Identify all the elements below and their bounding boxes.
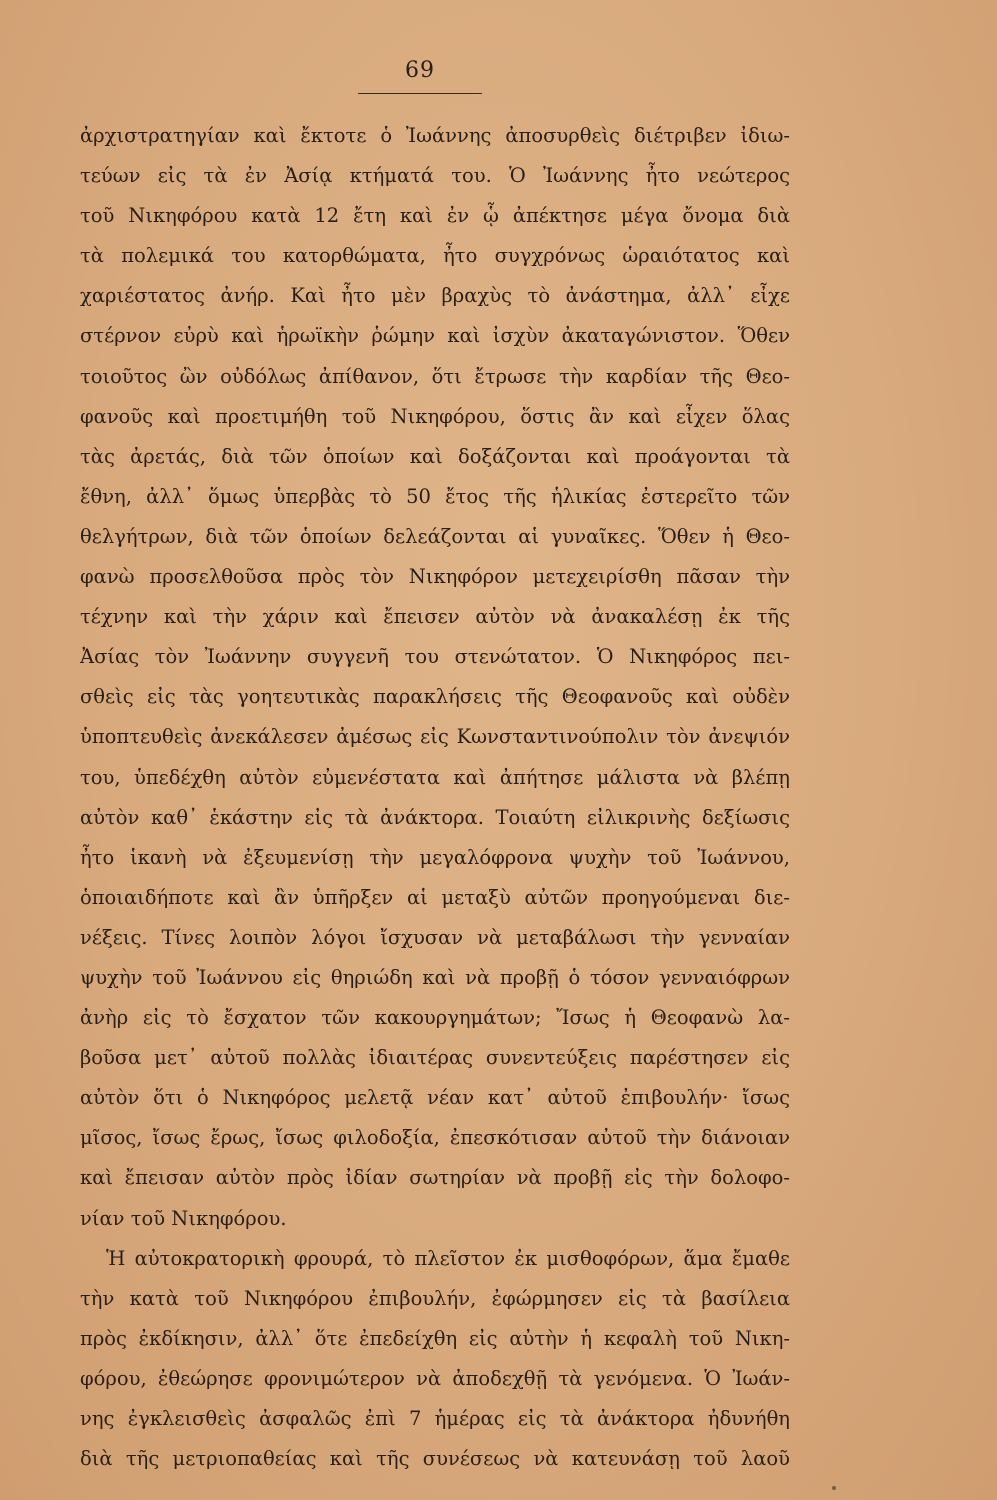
text-line: νίαν τοῦ Νικηφόρου. (80, 1206, 287, 1230)
text-line: ἔθνη, ἀλλ᾽ ὅμως ὑπερβὰς τὸ 50 ἔτος τῆς ἡλικίας ἐστερεῖτο τῶν (80, 484, 790, 508)
text-line: Ἡ αὐτοκρατορικὴ φρουρά, τὸ πλεῖστον ἐκ μισθοφόρων, ἅμα ἔμαθε (106, 1246, 790, 1270)
text-line: τὴν κατὰ τοῦ Νικηφόρου ἐπιβουλήν, ἐφώρμησεν εἰς τὰ βασίλεια (80, 1286, 790, 1310)
text-line: του, ὑπεδέχθη αὐτὸν εὐμενέστατα καὶ ἀπήτησε μάλιστα νὰ βλέπῃ (80, 765, 790, 789)
text-line: ὁποιαιδήποτε καὶ ἂν ὑπῆρξεν αἱ μεταξὺ αὐτῶν προηγούμεναι διε- (80, 885, 790, 909)
text-line: τεύων εἰς τὰ ἐν Ἀσίᾳ κτήματά του. Ὁ Ἰωάννης ἦτο νεώτερος (80, 164, 790, 188)
text-line: βοῦσα μετ᾽ αὐτοῦ πολλὰς ἰδιαιτέρας συνεντεύξεις παρέστησεν εἰς (80, 1046, 790, 1070)
page-number-rule (358, 93, 482, 94)
body-text (80, 116, 790, 1479)
text-line: τέχνην καὶ τὴν χάριν καὶ ἔπεισεν αὐτὸν νὰ ἀνακαλέσῃ ἐκ τῆς (80, 605, 790, 629)
text-line: ἦτο ἱκανὴ νὰ ἐξευμενίσῃ τὴν μεγαλόφρονα ψυχὴν τοῦ Ἰωάννου, (80, 845, 790, 869)
text-line: νέξεις. Τίνες λοιπὸν λόγοι ἴσχυσαν νὰ μεταβάλωσι τὴν γενναίαν (80, 925, 790, 949)
text-line: σθεὶς εἰς τὰς γοητευτικὰς παρακλήσεις τῆς Θεοφανοῦς καὶ οὐδὲν (80, 685, 790, 709)
text-line: στέρνον εὐρὺ καὶ ἡρωϊκὴν ῥώμην καὶ ἰσχὺν ἀκαταγώνιστον. Ὅθεν (80, 324, 790, 348)
text-line: φανοῦς καὶ προετιμήθη τοῦ Νικηφόρου, ὅστις ἂν καὶ εἶχεν ὅλας (80, 404, 790, 428)
text-line: ψυχὴν τοῦ Ἰωάννου εἰς θηριώδη καὶ νὰ προβῇ ὁ τόσον γενναιόφρων (80, 965, 790, 989)
text-line: θελγήτρων, διὰ τῶν ὁποίων δελεάζονται αἱ γυναῖκες. Ὅθεν ἡ Θεο- (80, 524, 790, 548)
text-line: τοῦ Νικηφόρου κατὰ 12 ἔτη καὶ ἐν ᾧ ἀπέκτησε μέγα ὄνομα διὰ (80, 204, 790, 228)
text-line: ὑποπτευθεὶς ἀνεκάλεσεν ἀμέσως εἰς Κωνσταντινούπολιν τὸν ἀνεψιόν (80, 725, 790, 749)
text-line: μῖσος, ἴσως ἔρως, ἴσως φιλοδοξία, ἐπεσκότισαν αὐτοῦ τὴν διάνοιαν (80, 1126, 790, 1150)
text-line: ἀνὴρ εἰς τὸ ἔσχατον τῶν κακουργημάτων; Ἴσως ἡ Θεοφανὼ λα- (80, 1006, 790, 1030)
text-line: χαριέστατος ἀνήρ. Καὶ ἦτο μὲν βραχὺς τὸ ἀνάστημα, ἀλλ᾽ εἶχε (80, 284, 790, 308)
paper-speck (832, 1486, 836, 1490)
text-line: τὰς ἀρετάς, διὰ τῶν ὁποίων καὶ δοξάζονται καὶ προάγονται τὰ (80, 444, 790, 468)
text-line: αὐτὸν ὅτι ὁ Νικηφόρος μελετᾷ νέαν κατ᾽ αὐτοῦ ἐπιβουλήν· ἴσως (80, 1086, 790, 1110)
text-line: φανὼ προσελθοῦσα πρὸς τὸν Νικηφόρον μετεχειρίσθη πᾶσαν τὴν (80, 565, 790, 589)
text-line: φόρου, ἐθεώρησε φρονιμώτερον νὰ ἀποδεχθῇ τὰ γενόμενα. Ὁ Ἰωάν- (80, 1366, 790, 1390)
text-line: τὰ πολεμικά του κατορθώματα, ἦτο συγχρόνως ὡραιότατος καὶ (80, 244, 790, 268)
text-line: διὰ τῆς μετριοπαθείας καὶ τῆς συνέσεως νὰ κατευνάσῃ τοῦ λαοῦ (80, 1447, 790, 1471)
text-line: τοιοῦτος ὢν οὐδόλως ἀπίθανον, ὅτι ἔτρωσε τὴν καρδίαν τῆς Θεο- (80, 364, 790, 388)
text-line: καὶ ἔπεισαν αὐτὸν πρὸς ἰδίαν σωτηρίαν νὰ προβῇ εἰς τὴν δολοφο- (80, 1166, 790, 1190)
page-number: 69 (405, 58, 435, 83)
text-line: αὐτὸν καθ᾽ ἑκάστην εἰς τὰ ἀνάκτορα. Τοιαύτη εἰλικρινὴς δεξίωσις (80, 805, 790, 829)
text-line: ἀρχιστρατηγίαν καὶ ἔκτοτε ὁ Ἰωάννης ἀποσυρθεὶς διέτριβεν ἰδιω- (80, 124, 790, 147)
text-line: νης ἐγκλεισθεὶς ἀσφαλῶς ἐπὶ 7 ἡμέρας εἰς τὰ ἀνάκτορα ἠδυνήθη (80, 1407, 790, 1430)
text-line: πρὸς ἐκδίκησιν, ἀλλ᾽ ὅτε ἐπεδείχθη εἰς αὐτὴν ἡ κεφαλὴ τοῦ Νικη- (80, 1326, 790, 1350)
text-line: Ἀσίας τὸν Ἰωάννην συγγενῆ του στενώτατον. Ὁ Νικηφόρος πει- (80, 645, 790, 669)
